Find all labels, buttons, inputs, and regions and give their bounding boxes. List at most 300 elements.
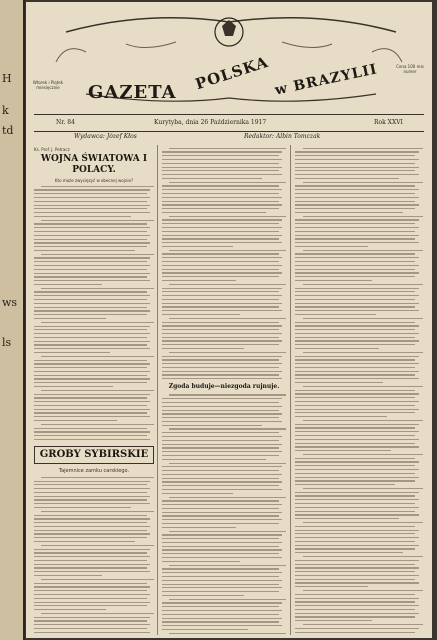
text-line [295,511,415,512]
text-line [34,571,150,572]
text-line [34,499,147,500]
text-line [295,393,419,394]
text-line [295,545,419,546]
text-line [295,492,419,493]
text-line [162,523,279,524]
text-line [295,340,419,341]
text-line [162,447,279,448]
text-line [34,583,147,584]
text-line [34,515,147,516]
text-line [34,431,150,432]
text-line [34,416,150,417]
text-line [303,148,423,149]
text-line [303,522,423,523]
text-line [295,363,419,364]
text-line [295,575,419,576]
text-line [303,182,423,183]
text-line [162,553,279,554]
publisher-name: Wydawca: Józef Kłos [74,133,137,140]
text-line [162,340,282,341]
text-line [162,421,282,422]
text-line [34,360,147,361]
text-line [295,257,419,258]
text-line [162,606,279,607]
text-line [295,609,415,610]
text-line [34,212,150,213]
text-line [34,594,150,595]
text-line [162,614,279,615]
text-line [295,405,415,406]
text-line [295,212,403,213]
text-line [303,352,423,353]
text-line [162,212,266,213]
text-line [295,382,383,383]
text-line [34,216,131,217]
text-line [295,167,419,168]
text-line [34,344,147,345]
text-line [162,253,279,254]
text-line [162,561,240,562]
text-line [295,246,368,247]
text-line [295,201,415,202]
edge-letter: H [2,72,12,85]
text-line [169,284,286,285]
text-line [169,531,286,532]
text-line [34,492,147,493]
text-line [34,617,150,618]
text-line [34,299,147,300]
text-line [295,605,419,606]
text-line [162,576,279,577]
text-line [162,356,282,357]
groby-article-subtitle: Tajemnice zamku carskiego. [58,468,130,475]
text-line [162,504,282,505]
text-line [295,159,419,160]
text-line [34,276,147,277]
groby-article-title: GROBY SYBIRSKIE [39,449,149,461]
text-line [162,167,282,168]
text-line [34,363,150,364]
text-line [162,413,282,414]
text-line [162,538,279,539]
text-line [34,435,147,436]
text-line [295,582,419,583]
text-line [34,250,135,251]
text-line [41,545,154,546]
text-line [34,567,147,568]
text-line [41,477,154,478]
text-line [169,463,286,464]
text-line [295,333,419,334]
text-line [34,428,147,429]
text-line [295,204,419,205]
text-line [295,594,415,595]
text-line [162,440,279,441]
text-line [162,231,279,232]
text-line [162,595,244,596]
text-line [169,216,286,217]
text-line [34,605,147,606]
text-line [162,474,282,475]
text-line [162,425,262,426]
text-line [295,253,415,254]
text-line [34,518,150,519]
text-line [162,223,279,224]
text-line [162,374,279,375]
text-line [34,496,150,497]
edge-letter: ws [2,296,18,309]
masthead-title-mid: POLSKA [193,52,271,94]
text-line [34,522,147,523]
text-line [162,584,279,585]
text-line [162,572,282,573]
text-line [162,235,282,236]
text-line [295,348,379,349]
text-line [295,303,419,304]
text-line [162,193,279,194]
text-line [34,412,147,413]
text-line [295,526,415,527]
text-line [162,371,282,372]
text-line [162,197,282,198]
text-line [162,288,282,289]
text-line [162,459,266,460]
text-line [162,325,282,326]
issue-number: Nr. 84 [56,119,75,126]
text-line [34,261,147,262]
text-line [162,398,282,399]
text-line [162,344,279,345]
text-line [41,613,154,614]
text-line [162,557,282,558]
text-line [162,625,282,626]
text-line [34,488,150,489]
text-line [295,295,419,296]
text-line [34,265,150,266]
war-article-continued-text [162,148,286,380]
text-line [295,533,415,534]
text-line [295,371,419,372]
zgoda-article-text [162,394,286,635]
masthead [26,2,432,112]
text-line [295,424,419,425]
text-line [34,348,150,349]
text-line [34,273,150,274]
text-line [34,397,147,398]
text-line [162,367,279,368]
war-article-subtitle: Kto może zwycięzyć w obecnej wojnie? [54,178,134,183]
text-line [41,288,154,289]
masthead-title-left: GAZETA [88,82,177,103]
text-line [295,151,419,152]
groby-title-box [34,446,154,464]
text-line [295,416,387,417]
text-line [295,503,415,504]
text-line [34,533,150,534]
text-line [162,337,279,338]
text-line [295,514,419,515]
text-line [34,560,147,561]
text-line [162,170,279,171]
masthead-ornament-icon [26,2,432,112]
text-line [295,269,415,270]
text-line [295,571,415,572]
text-line [34,375,147,376]
text-line [295,174,419,175]
text-line [162,436,282,437]
text-line [34,378,150,379]
text-line [295,443,415,444]
text-line [34,239,147,240]
text-line [295,238,415,239]
text-line [34,337,147,338]
text-line [41,254,154,255]
text-line [295,280,372,281]
text-line [169,565,286,566]
text-line [295,477,419,478]
zgoda-article-title: Zgoda buduje—niezgoda rujnuje. [168,383,280,391]
text-line [295,227,419,228]
text-line [162,470,279,471]
text-line [162,163,279,164]
text-line [295,473,415,474]
text-line [34,586,150,587]
text-line [295,344,415,345]
masthead-left-note: Wtorek i Piątek miesięcznie [32,80,64,90]
text-line [34,223,147,224]
text-line [295,567,419,568]
text-line [295,412,415,413]
text-line [295,401,419,402]
text-line [303,216,423,217]
text-line [295,409,419,410]
text-line [169,318,286,319]
text-line [295,208,415,209]
text-line [162,432,279,433]
text-line [34,193,147,194]
text-line [295,306,415,307]
issue-year: Rok XXVI [374,119,403,126]
text-line [295,541,415,542]
text-line [295,397,415,398]
text-line [295,431,419,432]
text-line [295,322,415,323]
text-line [34,552,147,553]
text-line [162,519,282,520]
text-line [34,205,150,206]
editor-name: Redaktor: Albin Tomczak [244,133,321,140]
text-line [295,299,415,300]
text-line [295,197,419,198]
text-line [34,303,150,304]
text-line [295,235,419,236]
text-line [295,223,415,224]
text-line [162,227,282,228]
text-line [169,428,286,429]
text-line [169,148,286,149]
text-line [34,484,147,485]
text-line [34,598,147,599]
text-line [34,624,150,625]
column-right [295,145,423,635]
text-line [295,272,419,273]
text-line [162,155,279,156]
text-line [169,599,286,600]
text-line [162,333,282,334]
text-line [34,394,150,395]
text-line [34,602,150,603]
text-line [162,444,282,445]
text-line [34,556,150,557]
text-line [162,455,279,456]
text-line [303,250,423,251]
text-line [34,326,150,327]
text-line [295,356,419,357]
text-line [41,322,154,323]
text-line [295,219,419,220]
text-line [34,609,106,610]
text-line [34,530,147,531]
text-line [34,537,147,538]
text-line [295,367,415,368]
text-line [162,568,279,569]
war-article-text [34,186,154,441]
text-line [34,367,147,368]
text-line [162,508,279,509]
text-line [303,284,423,285]
text-line [295,530,419,531]
text-line [162,238,279,239]
edge-letter: k [2,104,9,117]
text-line [34,295,150,296]
text-line [162,417,279,418]
text-line [162,261,279,262]
text-line [295,288,419,289]
text-line [295,613,419,614]
text-line [295,458,415,459]
text-line [34,481,150,482]
text-line [34,189,150,190]
text-line [34,503,150,504]
column-left [34,145,154,635]
text-line [162,629,248,630]
text-line [295,632,415,633]
text-line [162,485,279,486]
text-line [34,208,147,209]
text-line [34,352,110,353]
editors-line [34,132,424,142]
text-line [162,276,279,277]
text-line [34,280,150,281]
text-line [162,178,262,179]
text-line [34,590,147,591]
text-line [34,628,147,629]
text-line [295,427,415,428]
text-line [162,478,279,479]
text-line [295,518,399,519]
text-line [295,439,419,440]
text-line [295,579,415,580]
text-line [162,621,279,622]
text-line [295,329,415,330]
text-line [169,182,286,183]
text-line [162,272,282,273]
text-line [162,602,282,603]
text-line [34,197,150,198]
text-line [162,208,279,209]
text-line [295,310,419,311]
text-line [295,620,372,621]
text-line [162,189,282,190]
text-line [162,591,279,592]
text-line [162,451,282,452]
text-line [295,548,415,549]
text-line [34,549,150,550]
text-line [34,409,150,410]
text-line [295,163,415,164]
text-line [162,269,279,270]
text-line [162,306,279,307]
text-line [34,201,147,202]
text-line [162,587,282,588]
text-line [295,265,419,266]
text-line [34,269,147,270]
text-line [303,454,423,455]
text-line [162,329,279,330]
text-line [162,174,282,175]
text-line [295,359,415,360]
adjacent-page-edge [0,0,25,640]
text-line [295,461,419,462]
text-line [295,276,415,277]
text-line [34,314,147,315]
text-line [162,348,244,349]
text-line [34,284,102,285]
text-line [34,401,150,402]
text-line [41,579,154,580]
text-line [295,446,419,447]
text-line [162,265,282,266]
text-line [162,280,236,281]
text-line [295,185,415,186]
text-line [41,390,154,391]
text-line [34,291,147,292]
text-line [295,465,415,466]
text-line [162,481,282,482]
text-line [34,405,147,406]
text-line [34,564,150,565]
text-line [162,512,282,513]
text-line [34,310,150,311]
text-line [162,527,236,528]
text-line [41,220,154,221]
text-line [162,580,282,581]
text-line [34,526,150,527]
text-line [162,500,279,501]
text-line [162,257,282,258]
text-line [34,257,150,258]
text-line [295,552,403,553]
text-line [34,382,147,383]
text-line [295,155,415,156]
text-line [162,359,279,360]
text-line [162,246,233,247]
text-line [295,337,415,338]
text-line [162,610,282,611]
text-line [303,624,423,625]
text-line [295,499,419,500]
text-line [295,628,419,629]
